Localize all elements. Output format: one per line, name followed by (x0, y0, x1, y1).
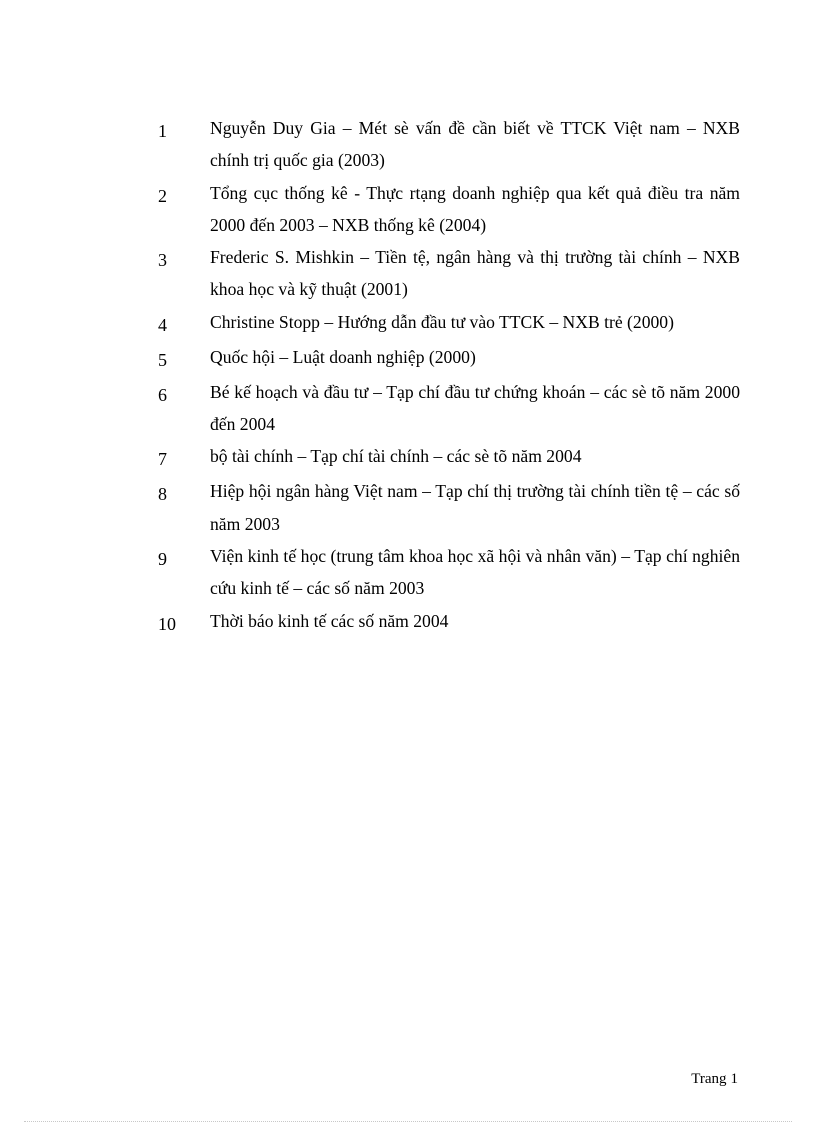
reference-item (158, 440, 740, 475)
reference-number: 5 (158, 349, 167, 370)
reference-text: Nguyễn Duy Gia – Mét sè vấn đề cần biết về TTCK Việt nam – NXB chính trị quốc gia (2003) (210, 118, 740, 171)
page-label: Trang (691, 1071, 727, 1087)
reference-item (158, 540, 740, 605)
reference-item (158, 306, 740, 341)
reference-item (158, 241, 740, 306)
reference-number: 8 (158, 484, 167, 505)
reference-number: 9 (158, 548, 167, 569)
reference-text: bộ tài chính – Tạp chí tài chính – các sè tõ năm 2004 (210, 446, 582, 467)
reference-text: Tổng cục thống kê - Thực rtạng doanh nghiệp qua kết quả điều tra năm 2000 đến 2003 – NXB thống kê (2004) (210, 182, 740, 235)
reference-item (158, 605, 740, 640)
reference-item (158, 112, 740, 177)
reference-text: Thời báo kinh tế các số năm 2004 (210, 610, 449, 631)
reference-number: 1 (158, 121, 167, 141)
page-number: 1 (730, 1071, 738, 1087)
reference-number: 10 (158, 613, 176, 634)
page-footer (687, 1071, 738, 1088)
reference-number: 7 (158, 449, 167, 470)
reference-text: Christine Stopp – Hướng dẫn đầu tư vào TTCK – NXB trẻ (2000) (210, 311, 674, 332)
reference-number: 2 (158, 185, 167, 206)
page-bottom-divider (24, 1121, 792, 1122)
reference-item (158, 177, 740, 242)
reference-text: Viện kinh tế học (trung tâm khoa học xã hội và nhân văn) – Tạp chí nghiên cứu kinh tế – các số năm 2003 (210, 545, 740, 599)
reference-item (158, 475, 740, 540)
reference-number: 3 (158, 250, 167, 271)
reference-text: Frederic S. Mishkin – Tiền tệ, ngân hàng và thị trường tài chính – NXB khoa học và kỹ thuật (2001) (210, 247, 740, 300)
reference-item (158, 376, 740, 441)
reference-number: 6 (158, 384, 167, 405)
reference-number: 4 (158, 314, 167, 335)
reference-list (158, 112, 740, 640)
reference-item (158, 341, 740, 376)
reference-text: Quốc hội – Luật doanh nghiệp (2000) (210, 346, 476, 367)
reference-text: Bé kế hoạch và đầu tư – Tạp chí đầu tư chứng khoán – các sè tõ năm 2000 đến 2004 (210, 381, 740, 435)
reference-text: Hiệp hội ngân hàng Việt nam – Tạp chí thị trường tài chính tiền tệ – các số năm 2003 (210, 481, 740, 534)
